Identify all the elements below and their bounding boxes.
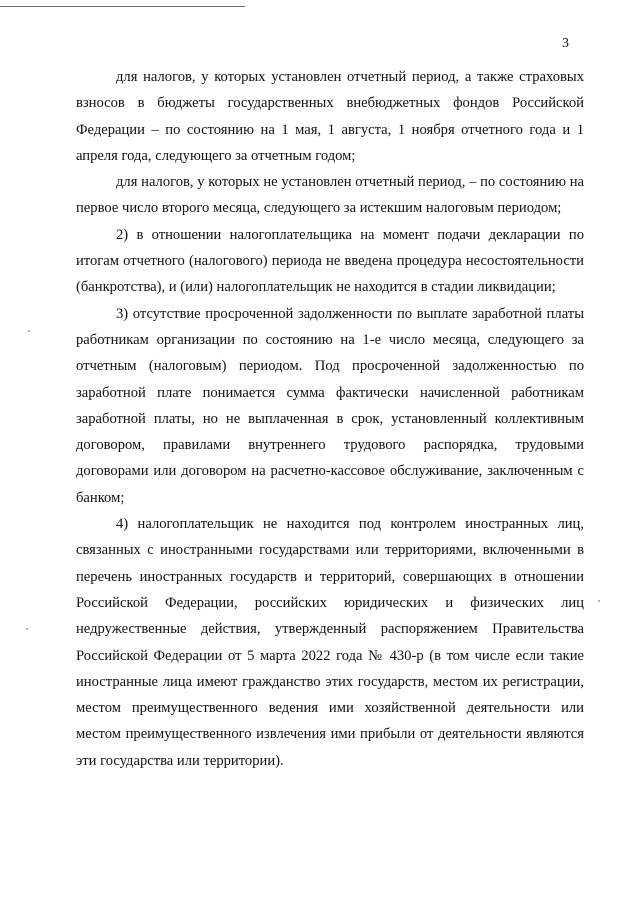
document-body: [76, 64, 584, 774]
paragraph-condition-2-bankruptcy: 2) в отношении налогоплательщика на момент подачи декларации по итогам отчетного (налогового) периода не введена процедура несостоятельности (банкротства), и (или) налогоплательщик не находится в стадии ликвидации;: [76, 226, 584, 296]
scan-speck: [598, 600, 600, 602]
page-number: 3: [562, 36, 570, 51]
scan-speck: [28, 330, 30, 332]
paragraph-reporting-period-taxes: для налогов, у которых установлен отчетный период, а также страховых взносов в бюджеты государственных внебюджетных фондов Российской Федерации – по состоянию на 1 мая, 1 августа, 1 ноября отчетного года и 1 апреля года, следующего за отчетным годом;: [76, 69, 584, 164]
paragraph-condition-4-foreign-control: 4) налогоплательщик не находится под контролем иностранных лиц, связанных с иностранными государствами или территориями, включенными в перечень иностранных государств и территорий, совершающих в отношении Российской Федерации, российских юридических и физических лиц недружественные действия, утвержденный распоряжением Правительства Российской Федерации от 5 марта 2022 года № 430-р (в том числе если такие иностранные лица имеют гражданство этих государств, местом их регистрации, местом преимущественного ведения ими хозяйственной деятельности или местом преимущественного извлечения ими прибыли от деятельности являются эти государства или территории).: [76, 516, 584, 769]
scan-speck: [26, 628, 28, 630]
scan-edge-line: [0, 6, 245, 7]
paragraph-no-reporting-period-taxes: для налогов, у которых не установлен отчетный период, – по состоянию на первое число второго месяца, следующего за истекшим налоговым периодом;: [76, 174, 584, 217]
paragraph-condition-3-salary-debt: 3) отсутствие просроченной задолженности по выплате заработной платы работникам организации по состоянию на 1-е число месяца, следующего за отчетным (налоговым) периодом. Под просроченной задолженностью по заработной плате понимается сумма фактически начисленной работникам заработной платы, но не выплаченная в срок, установленный коллективным договором, правилами внутреннего трудового распорядка, трудовыми договорами или договором на расчетно-кассовое обслуживание, заключенным с банком;: [76, 305, 584, 506]
